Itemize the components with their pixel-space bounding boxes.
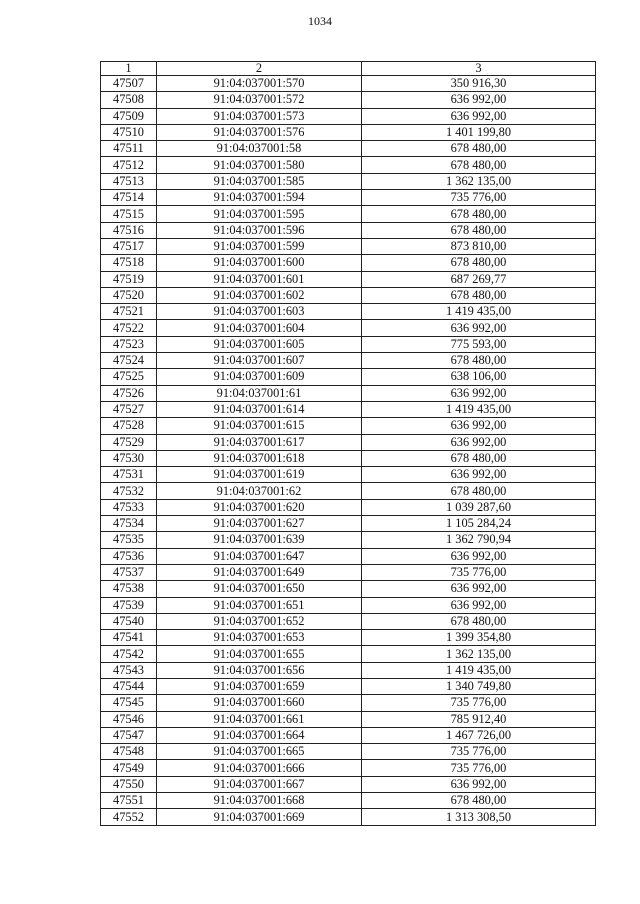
cadastral-number-cell: 91:04:037001:620 [157,499,362,515]
cadastral-number-cell: 91:04:037001:604 [157,320,362,336]
cadastral-number-cell: 91:04:037001:656 [157,662,362,678]
row-number-cell: 47551 [101,793,157,809]
cadastral-value-cell: 775 593,00 [362,336,596,352]
table-row [101,238,596,254]
cadastral-number-cell: 91:04:037001:614 [157,401,362,417]
cadastral-number-cell: 91:04:037001:607 [157,353,362,369]
cadastral-number-cell: 91:04:037001:618 [157,450,362,466]
cadastral-number-cell: 91:04:037001:572 [157,92,362,108]
column-header-number: 1 [101,62,157,76]
table-row [101,76,596,92]
table-row [101,255,596,271]
table-row [101,564,596,580]
cadastral-number-cell: 91:04:037001:664 [157,727,362,743]
row-number-cell: 47518 [101,255,157,271]
cadastral-number-cell: 91:04:037001:653 [157,630,362,646]
cadastral-value-cell: 873 810,00 [362,238,596,254]
cadastral-value-cell: 1 039 287,60 [362,499,596,515]
row-number-cell: 47535 [101,532,157,548]
cadastral-number-cell: 91:04:037001:599 [157,238,362,254]
cadastral-value-cell: 1 399 354,80 [362,630,596,646]
cadastral-number-cell: 91:04:037001:600 [157,255,362,271]
cadastral-number-cell: 91:04:037001:627 [157,516,362,532]
cadastral-value-cell: 678 480,00 [362,287,596,303]
row-number-cell: 47528 [101,418,157,434]
table-row [101,532,596,548]
table-row [101,336,596,352]
cadastral-number-cell: 91:04:037001:639 [157,532,362,548]
cadastral-number-cell: 91:04:037001:61 [157,385,362,401]
row-number-cell: 47537 [101,564,157,580]
cadastral-value-cell: 636 992,00 [362,92,596,108]
cadastral-value-cell: 636 992,00 [362,548,596,564]
table-row [101,385,596,401]
cadastral-number-cell: 91:04:037001:617 [157,434,362,450]
row-number-cell: 47552 [101,809,157,825]
table-row [101,711,596,727]
table-row [101,353,596,369]
table-row [101,304,596,320]
row-number-cell: 47521 [101,304,157,320]
cadastral-value-cell: 678 480,00 [362,157,596,173]
cadastral-value-cell: 678 480,00 [362,353,596,369]
row-number-cell: 47536 [101,548,157,564]
table-row [101,206,596,222]
cadastral-value-cell: 1 362 135,00 [362,646,596,662]
cadastral-value-cell: 735 776,00 [362,695,596,711]
column-header-cadastral-number: 2 [157,62,362,76]
row-number-cell: 47509 [101,108,157,124]
cadastral-value-cell: 636 992,00 [362,108,596,124]
header-row [101,62,596,76]
cadastral-value-cell: 735 776,00 [362,744,596,760]
row-number-cell: 47519 [101,271,157,287]
table-row [101,793,596,809]
cadastral-number-cell: 91:04:037001:609 [157,369,362,385]
cadastral-value-cell: 687 269,77 [362,271,596,287]
cadastral-number-cell: 91:04:037001:602 [157,287,362,303]
row-number-cell: 47530 [101,450,157,466]
table-row [101,809,596,825]
cadastral-number-cell: 91:04:037001:585 [157,173,362,189]
table-row [101,613,596,629]
row-number-cell: 47540 [101,613,157,629]
cadastral-number-cell: 91:04:037001:652 [157,613,362,629]
table-row [101,760,596,776]
row-number-cell: 47549 [101,760,157,776]
table-body [101,76,596,826]
cadastral-number-cell: 91:04:037001:651 [157,597,362,613]
cadastral-value-cell: 1 401 199,80 [362,124,596,140]
cadastral-number-cell: 91:04:037001:666 [157,760,362,776]
row-number-cell: 47542 [101,646,157,662]
cadastral-value-cell: 1 362 135,00 [362,173,596,189]
cadastral-value-cell: 735 776,00 [362,564,596,580]
cadastral-number-cell: 91:04:037001:603 [157,304,362,320]
cadastral-value-cell: 1 467 726,00 [362,727,596,743]
cadastral-number-cell: 91:04:037001:576 [157,124,362,140]
cadastral-value-cell: 636 992,00 [362,467,596,483]
table-row [101,597,596,613]
row-number-cell: 47517 [101,238,157,254]
table-row [101,744,596,760]
row-number-cell: 47543 [101,662,157,678]
row-number-cell: 47541 [101,630,157,646]
table-row [101,450,596,466]
row-number-cell: 47527 [101,401,157,417]
cadastral-number-cell: 91:04:037001:595 [157,206,362,222]
cadastral-value-cell: 1 313 308,50 [362,809,596,825]
cadastral-value-cell: 678 480,00 [362,793,596,809]
cadastral-value-cell: 678 480,00 [362,450,596,466]
cadastral-number-cell: 91:04:037001:594 [157,190,362,206]
table-row [101,92,596,108]
row-number-cell: 47520 [101,287,157,303]
cadastral-value-cell: 1 419 435,00 [362,401,596,417]
table-row [101,124,596,140]
cadastral-number-cell: 91:04:037001:62 [157,483,362,499]
row-number-cell: 47534 [101,516,157,532]
table-row [101,434,596,450]
cadastral-value-cell: 636 992,00 [362,320,596,336]
row-number-cell: 47523 [101,336,157,352]
cadastral-value-cell: 678 480,00 [362,483,596,499]
row-number-cell: 47532 [101,483,157,499]
cadastral-value-cell: 636 992,00 [362,418,596,434]
table-row [101,108,596,124]
table-row [101,190,596,206]
cadastral-number-cell: 91:04:037001:601 [157,271,362,287]
table-row [101,467,596,483]
table-row [101,222,596,238]
cadastral-value-cell: 636 992,00 [362,581,596,597]
cadastral-number-cell: 91:04:037001:649 [157,564,362,580]
row-number-cell: 47513 [101,173,157,189]
cadastral-number-cell: 91:04:037001:619 [157,467,362,483]
cadastral-number-cell: 91:04:037001:665 [157,744,362,760]
cadastral-number-cell: 91:04:037001:667 [157,776,362,792]
cadastral-value-cell: 636 992,00 [362,434,596,450]
cadastral-value-cell: 678 480,00 [362,222,596,238]
cadastral-number-cell: 91:04:037001:605 [157,336,362,352]
table-row [101,369,596,385]
row-number-cell: 47546 [101,711,157,727]
cadastral-value-cell: 735 776,00 [362,190,596,206]
table-row [101,418,596,434]
cadastral-number-cell: 91:04:037001:570 [157,76,362,92]
cadastral-value-cell: 1 105 284,24 [362,516,596,532]
cadastral-value-cell: 636 992,00 [362,597,596,613]
cadastral-value-cell: 1 362 790,94 [362,532,596,548]
cadastral-number-cell: 91:04:037001:58 [157,141,362,157]
row-number-cell: 47547 [101,727,157,743]
cadastral-number-cell: 91:04:037001:660 [157,695,362,711]
cadastral-value-cell: 678 480,00 [362,206,596,222]
table-row [101,695,596,711]
cadastral-value-cell: 1 340 749,80 [362,678,596,694]
table-row [101,662,596,678]
table-row [101,646,596,662]
cadastral-value-cell: 350 916,30 [362,76,596,92]
table-row [101,483,596,499]
cadastral-number-cell: 91:04:037001:573 [157,108,362,124]
table-header [101,62,596,76]
cadastral-number-cell: 91:04:037001:650 [157,581,362,597]
row-number-cell: 47524 [101,353,157,369]
row-number-cell: 47522 [101,320,157,336]
cadastral-value-cell: 678 480,00 [362,613,596,629]
cadastral-number-cell: 91:04:037001:596 [157,222,362,238]
cadastral-value-cell: 735 776,00 [362,760,596,776]
cadastral-number-cell: 91:04:037001:615 [157,418,362,434]
table-row [101,727,596,743]
row-number-cell: 47516 [101,222,157,238]
cadastral-value-cell: 678 480,00 [362,141,596,157]
table-row [101,581,596,597]
table-row [101,548,596,564]
cadastral-number-cell: 91:04:037001:580 [157,157,362,173]
row-number-cell: 47539 [101,597,157,613]
row-number-cell: 47529 [101,434,157,450]
row-number-cell: 47515 [101,206,157,222]
table-row [101,173,596,189]
table-row [101,516,596,532]
cadastral-value-table [100,61,596,826]
row-number-cell: 47525 [101,369,157,385]
cadastral-number-cell: 91:04:037001:659 [157,678,362,694]
cadastral-value-cell: 636 992,00 [362,385,596,401]
row-number-cell: 47545 [101,695,157,711]
table-row [101,499,596,515]
row-number-cell: 47508 [101,92,157,108]
row-number-cell: 47507 [101,76,157,92]
cadastral-number-cell: 91:04:037001:668 [157,793,362,809]
cadastral-number-cell: 91:04:037001:669 [157,809,362,825]
page-number: 1034 [308,14,332,28]
table-row [101,678,596,694]
table-row [101,630,596,646]
row-number-cell: 47514 [101,190,157,206]
cadastral-number-cell: 91:04:037001:647 [157,548,362,564]
row-number-cell: 47511 [101,141,157,157]
row-number-cell: 47531 [101,467,157,483]
cadastral-value-cell: 1 419 435,00 [362,304,596,320]
table-row [101,141,596,157]
cadastral-value-cell: 636 992,00 [362,776,596,792]
cadastral-value-cell: 678 480,00 [362,255,596,271]
row-number-cell: 47510 [101,124,157,140]
row-number-cell: 47533 [101,499,157,515]
table-row [101,271,596,287]
table-row [101,401,596,417]
row-number-cell: 47548 [101,744,157,760]
cadastral-value-cell: 785 912,40 [362,711,596,727]
column-header-value: 3 [362,62,596,76]
row-number-cell: 47512 [101,157,157,173]
cadastral-value-cell: 1 419 435,00 [362,662,596,678]
row-number-cell: 47550 [101,776,157,792]
cadastral-value-cell: 638 106,00 [362,369,596,385]
table-row [101,320,596,336]
table-row [101,287,596,303]
row-number-cell: 47526 [101,385,157,401]
cadastral-number-cell: 91:04:037001:661 [157,711,362,727]
table-row [101,157,596,173]
table-row [101,776,596,792]
row-number-cell: 47544 [101,678,157,694]
cadastral-number-cell: 91:04:037001:655 [157,646,362,662]
row-number-cell: 47538 [101,581,157,597]
